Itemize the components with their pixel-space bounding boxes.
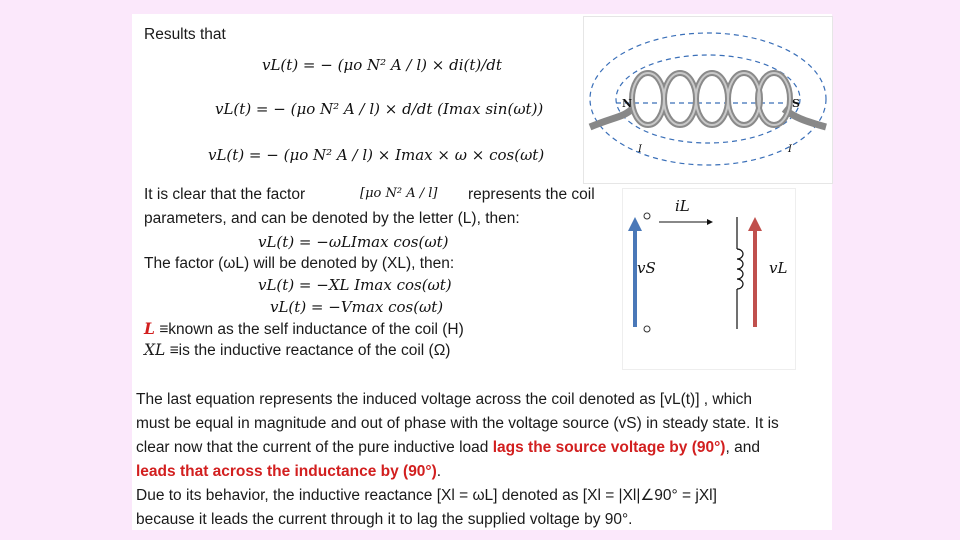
paragraph-line-3 [136,436,826,460]
lags-phrase: lags the source voltage by (90°) [492,439,726,456]
source-label: vS [637,259,656,277]
wire-left [590,109,632,127]
paragraph-line-5: Due to its behavior, the inductive reactance [Xl = ωL] denoted as [Xl = |Xl|∠90° = jXl] [136,487,717,504]
paragraph-line-4 [136,460,826,484]
terminal-bottom [644,326,650,332]
paragraph-line-3-start: clear now that the current of the pure inductive load [136,439,493,456]
clear-line-2: parameters, and can be denoted by the letter (L), then: [144,210,520,227]
factor-bracket: [μo N² A / l] [360,186,438,201]
coil-turns [632,73,790,125]
paragraph-line-2: must be equal in magnitude and out of phase with the voltage source (vS) in steady state. It is [136,415,779,432]
terminal-top [644,213,650,219]
inductor-coil-icon [737,249,743,289]
equation-5: vL(t) = −XL Imax cos(ωt) [258,276,452,294]
current-label-left: I [638,144,642,155]
definition-L-symbol: L [144,319,155,338]
coil-figure [583,16,833,184]
paragraph-line-1: The last equation represents the induced voltage across the coil denoted as [vL(t)] , which [136,391,753,408]
definition-XL-symbol: XL [144,341,166,359]
leads-phrase: leads that across the inductance by (90°) [136,463,437,480]
equation-3: vL(t) = − (μo N² A / l) × Imax × ω × cos(ωt) [208,146,545,164]
equation-6: vL(t) = −Vmax cos(ωt) [270,298,444,316]
paragraph-line-3-end: , and [725,439,760,456]
equation-2: vL(t) = − (μo N² A / l) × d/dt (Imax sin(ωt)) [215,100,544,118]
circuit-figure [622,188,796,370]
clear-line-end: represents the coil [468,186,595,203]
clear-line-start: It is clear that the factor [144,186,306,203]
south-label: S [792,97,800,110]
definition-L-text: ≡known as the self inductance of the coil (H) [159,321,464,338]
explanation-paragraph [136,388,826,532]
factor-line: The factor (ωL) will be denoted by (XL), then: [144,255,455,272]
definition-XL-text: ≡is the inductive reactance of the coil (Ω) [169,342,451,359]
field-line-inner [616,55,800,143]
inductor-label: vL [769,259,788,277]
north-label: N [622,97,633,110]
circuit-figure-svg [623,189,795,369]
equation-1: vL(t) = − (μo N² A / l) × di(t)/dt [262,56,502,74]
equation-4: vL(t) = −ωLImax cos(ωt) [258,233,449,251]
current-label: iL [675,197,690,215]
heading: Results that [144,26,226,43]
coil-figure-svg [584,17,832,183]
paragraph-line-6: because it leads the current through it to lag the supplied voltage by 90°. [136,511,633,528]
current-label-right: I [788,144,792,155]
definition-L [144,319,464,339]
paragraph-line-4-end: . [436,463,442,480]
definition-XL [144,341,450,360]
